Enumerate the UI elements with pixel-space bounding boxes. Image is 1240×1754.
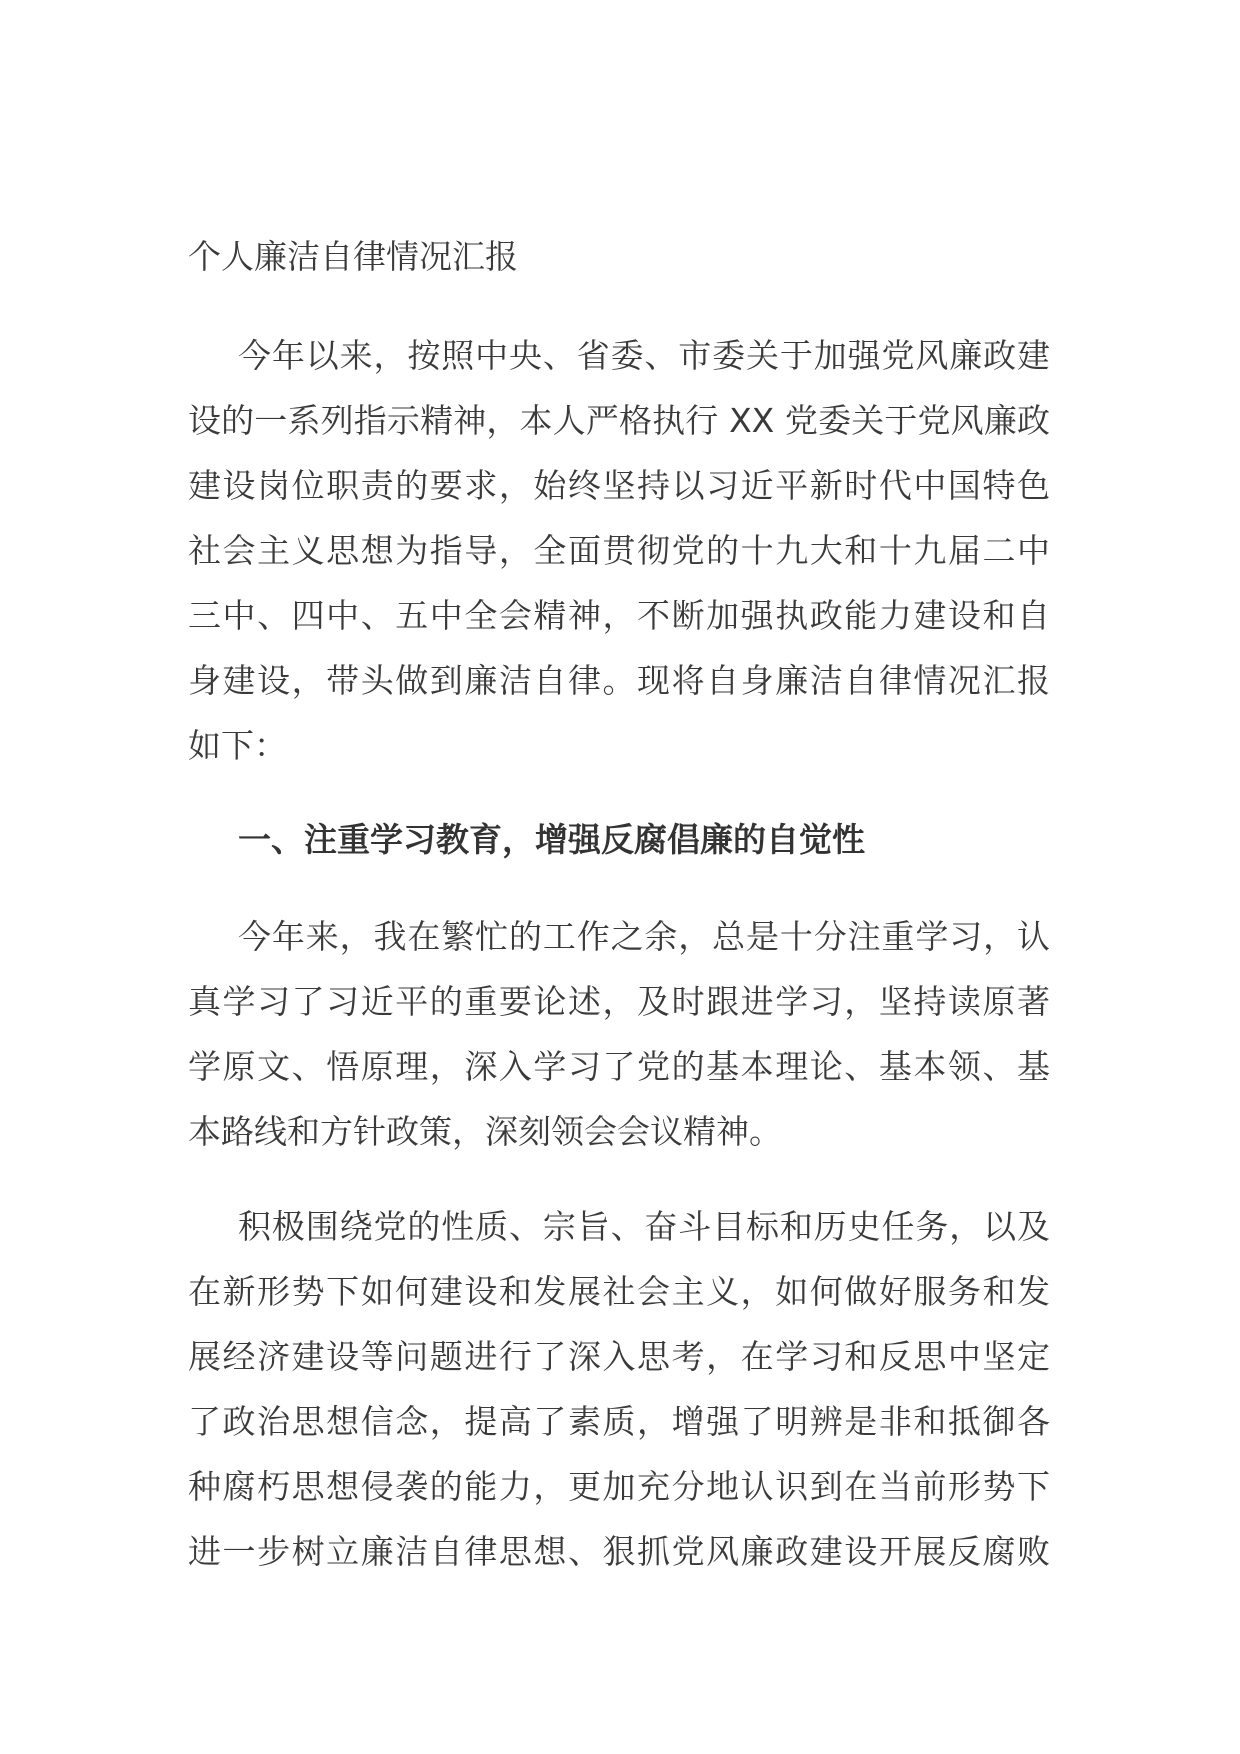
document-title: 个人廉洁自律情况汇报 <box>188 237 518 276</box>
paragraph-study <box>188 904 1050 1164</box>
text-line: 社会主义思想为指导，全面贯彻党的十九大和十九届二中 <box>188 531 1050 570</box>
text-line: 展经济建设等问题进行了深入思考，在学习和反思中坚定 <box>188 1337 1050 1376</box>
text-line: 积极围绕党的性质、宗旨、奋斗目标和历史任务，以及 <box>238 1207 1050 1246</box>
paragraph-reflection <box>188 1194 1050 1584</box>
text-line: 种腐朽思想侵袭的能力，更加充分地认识到在当前形势下 <box>188 1467 1050 1506</box>
text-line: 真学习了习近平的重要论述，及时跟进学习，坚持读原著 <box>188 982 1050 1021</box>
text-line: 今年来，我在繁忙的工作之余，总是十分注重学习，认 <box>238 917 1050 956</box>
text-line: 身建设，带头做到廉洁自律。现将自身廉洁自律情况汇报 <box>188 661 1050 700</box>
text-line: 建设岗位职责的要求，始终坚持以习近平新时代中国特色 <box>188 466 1050 505</box>
text-line: 如下： <box>188 726 287 765</box>
section-heading: 一、注重学习教育，增强反腐倡廉的自觉性 <box>238 820 865 859</box>
text-line: 今年以来，按照中央、省委、市委关于加强党风廉政建 <box>238 336 1050 375</box>
text-line: 三中、四中、五中全会精神，不断加强执政能力建设和自 <box>188 596 1050 635</box>
text-line: 设的一系列指示精神，本人严格执行 XX 党委关于党风廉政 <box>188 401 1050 440</box>
text-line: 了政治思想信念，提高了素质，增强了明辨是非和抵御各 <box>188 1402 1050 1441</box>
text-line: 在新形势下如何建设和发展社会主义，如何做好服务和发 <box>188 1272 1050 1311</box>
paragraph-intro <box>188 323 1050 778</box>
text-line: 学原文、悟原理，深入学习了党的基本理论、基本领、基 <box>188 1047 1050 1086</box>
text-line: 本路线和方针政策，深刻领会会议精神。 <box>188 1112 782 1151</box>
text-line: 进一步树立廉洁自律思想、狠抓党风廉政建设开展反腐败 <box>188 1532 1050 1571</box>
